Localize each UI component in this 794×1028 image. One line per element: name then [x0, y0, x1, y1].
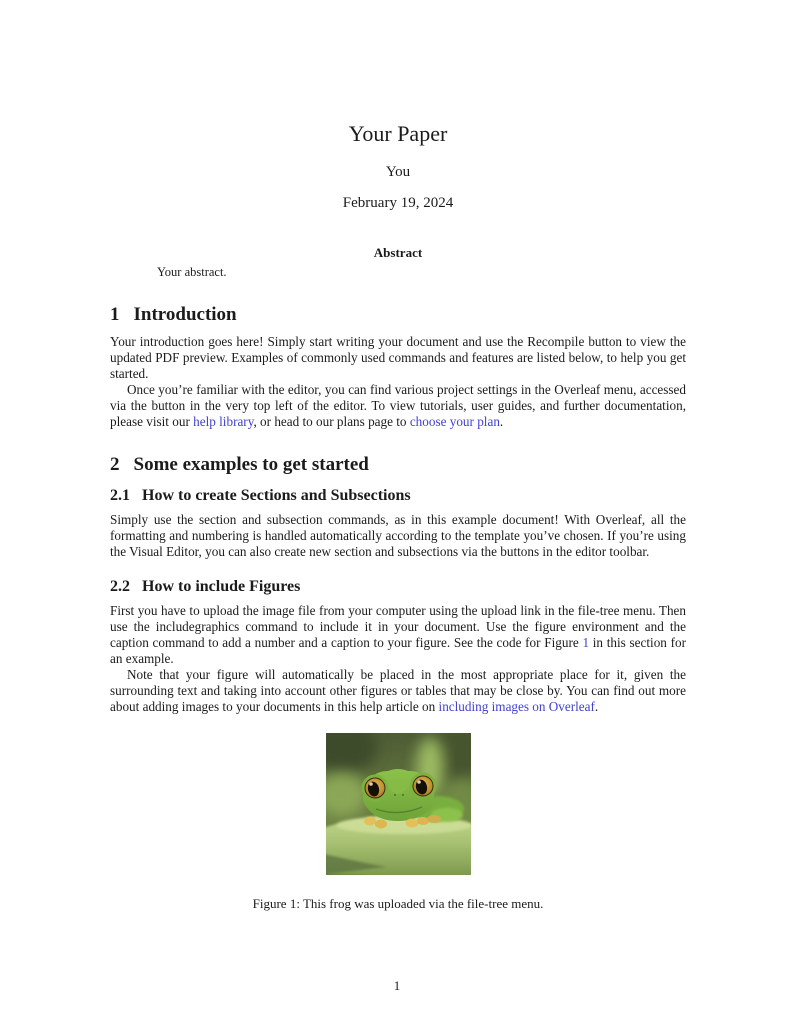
subsection-2-2-number: 2.2: [110, 578, 130, 595]
page-number: 1: [393, 978, 401, 993]
paper-title: Your Paper: [348, 121, 448, 146]
subsection-2-2-paragraph-2: [110, 667, 686, 715]
subsection-2-2-paragraph-1: [110, 603, 686, 667]
subsection-2-1-paragraph-1: Simply use the section and subsection commands, as in this example document! With Overleaf, all the formatting and numbering is handled automatically according to the template you’ve chosen. If you’re using the Visual Editor, you can also create new section and subsections via the buttons in the editor toolbar.: [110, 512, 686, 559]
abstract-heading: Abstract: [373, 245, 423, 260]
section-2-title: Some examples to get started: [133, 454, 369, 475]
choose-your-plan-link[interactable]: choose your plan: [409, 414, 500, 429]
section-1-paragraph-2: [110, 382, 686, 430]
subsection-2-1-title: How to create Sections and Subsections: [142, 487, 411, 504]
section-1-number: 1: [110, 304, 120, 325]
title-block: [110, 121, 686, 213]
document-content: [110, 0, 686, 912]
paragraph-text: .: [499, 414, 504, 429]
figure-1: [110, 733, 686, 912]
help-library-link[interactable]: help library: [193, 414, 254, 429]
subsection-2-1-heading: [110, 486, 686, 505]
abstract-text: Your abstract.: [157, 265, 227, 279]
paragraph-text: in this section for an example.: [110, 635, 686, 666]
section-2-heading: [110, 454, 686, 476]
subsection-2-2-title: How to include Figures: [142, 578, 301, 595]
subsection-2-1-number: 2.1: [110, 487, 130, 504]
paper-author: You: [385, 164, 411, 180]
frog-photo-image: [326, 733, 471, 875]
section-1-title: Introduction: [133, 304, 237, 325]
figure-1-caption: Figure 1: This frog was uploaded via the file-tree menu.: [252, 896, 544, 911]
paragraph-text: .: [594, 699, 599, 714]
figure-1-reference-link[interactable]: 1: [582, 635, 590, 650]
section-1-heading: [110, 304, 686, 326]
paragraph-text: First you have to upload the image file from your computer using the upload link in the file-tree menu. Then use the includegraphics command to include it in your document. Use the figure environment and the caption command to add a number and a caption to your figure. See the code for Figure: [110, 603, 686, 650]
including-images-link[interactable]: including images on Overleaf: [438, 699, 595, 714]
section-2-number: 2: [110, 454, 120, 475]
paragraph-text: Note that your figure will automatically be placed in the most appropriate place for it, given the surrounding text and taking into account other figures or tables that may be close by. You can find out more about adding images to your documents in this help article on: [110, 667, 686, 714]
paper-date: February 19, 2024: [342, 195, 454, 211]
paragraph-text: Once you’re familiar with the editor, you can find various project settings in the Overleaf menu, accessed via the button in the very top left of the editor. To view tutorials, user guides, and further documentation, please visit our: [110, 382, 686, 429]
section-1-paragraph-1: Your introduction goes here! Simply start writing your document and use the Recompile button to view the updated PDF preview. Examples of commonly used commands and features are listed below, to help you get started.: [110, 334, 686, 381]
paragraph-text: , or head to our plans page to: [253, 414, 410, 429]
subsection-2-2-heading: [110, 577, 686, 596]
